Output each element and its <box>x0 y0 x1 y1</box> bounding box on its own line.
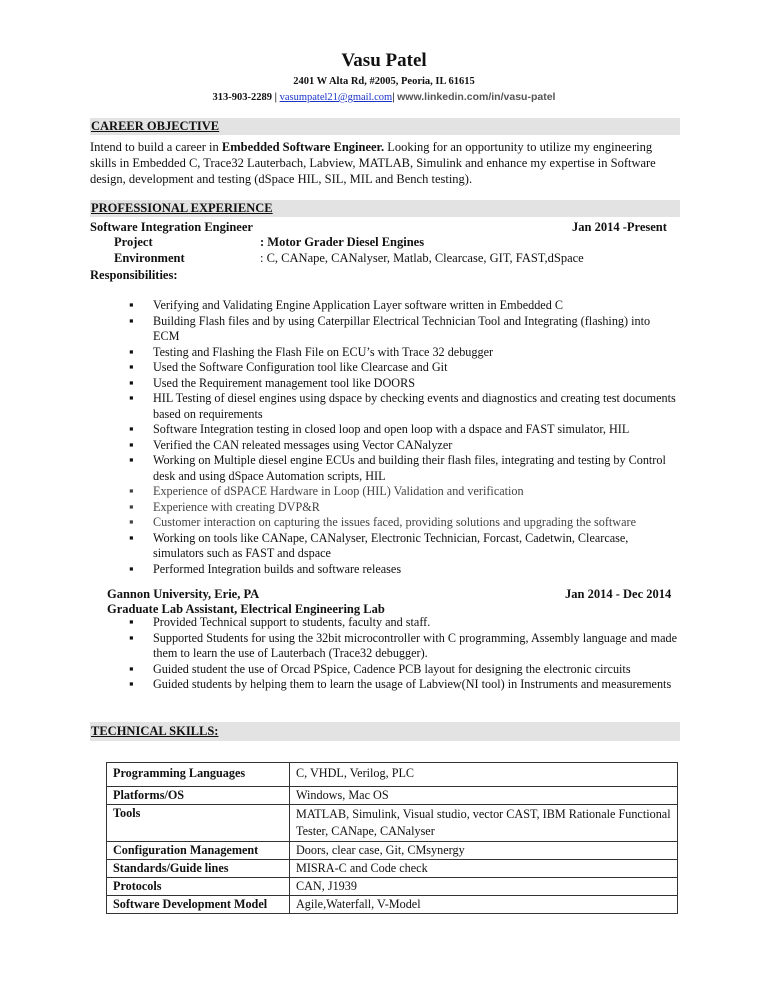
skill-value: MISRA-C and Code check <box>290 860 678 878</box>
skill-key: Software Development Model <box>107 896 290 914</box>
skill-value: MATLAB, Simulink, Visual studio, vector CAST, IBM Rationale Functional Tester, CANape, CANalyser <box>290 805 678 842</box>
table-row <box>107 787 678 805</box>
job-dates: Jan 2014 -Present <box>572 220 667 234</box>
list-item: ▪ Building Flash files and by using Caterpillar Electrical Technician Tool and Integrating (flashing) into ECM <box>107 314 677 345</box>
skill-value: C, VHDL, Verilog, PLC <box>290 763 678 787</box>
skills-table <box>106 762 678 914</box>
list-item: ▪ HIL Testing of diesel engines using dspace by checking events and diagnostics and creating test documents based on requirements <box>107 391 677 422</box>
list-item: ▪ Customer interaction on capturing the issues faced, providing solutions and upgrading the software <box>107 515 677 531</box>
table-row <box>107 842 678 860</box>
objective-text <box>90 139 680 187</box>
list-item: ▪ Verifying and Validating Engine Application Layer software written in Embedded C <box>107 298 677 314</box>
skill-key: Platforms/OS <box>107 787 290 805</box>
skill-key: Programming Languages <box>107 763 290 787</box>
table-row <box>107 763 678 787</box>
linkedin-link[interactable]: www.linkedin.com/in/vasu-patel <box>397 91 556 103</box>
objective-pre: Intend to build a career in <box>90 140 222 154</box>
skill-value: Windows, Mac OS <box>290 787 678 805</box>
responsibilities-list <box>107 298 677 577</box>
phone: 313-903-2289 | <box>212 92 280 103</box>
skill-key: Configuration Management <box>107 842 290 860</box>
list-item: ▪ Experience of dSPACE Hardware in Loop (HIL) Validation and verification <box>107 484 677 500</box>
section-heading: PROFESSIONAL EXPERIENCE <box>91 201 273 215</box>
lab-duties-list <box>107 615 677 693</box>
section-professional-experience <box>90 200 680 217</box>
environment-label: Environment <box>114 251 185 265</box>
project-value: : Motor Grader Diesel Engines <box>260 235 425 249</box>
section-career-objective <box>90 118 680 135</box>
skill-value: Agile,Waterfall, V-Model <box>290 896 678 914</box>
table-row <box>107 805 678 842</box>
org-dates: Jan 2014 - Dec 2014 <box>565 587 672 601</box>
email-link[interactable]: vasumpatel21@gmail.com <box>279 92 393 103</box>
list-item: ▪ Testing and Flashing the Flash File on ECU’s with Trace 32 debugger <box>107 345 677 361</box>
section-heading: CAREER OBJECTIVE <box>91 119 220 133</box>
table-row <box>107 860 678 878</box>
list-item: ▪ Used the Requirement management tool like DOORS <box>107 376 677 392</box>
skill-key: Standards/Guide lines <box>107 860 290 878</box>
address: 2401 W Alta Rd, #2005, Peoria, IL 61615 <box>293 76 475 87</box>
responsibilities-label: Responsibilities: <box>90 268 178 282</box>
contact-line <box>0 91 768 103</box>
list-item: ▪ Guided student the use of Orcad PSpice, Cadence PCB layout for designing the electronic circuits <box>107 662 677 678</box>
list-item: ▪ Used the Software Configuration tool like Clearcase and Git <box>107 360 677 376</box>
list-item: ▪ Working on tools like CANape, CANalyser, Electronic Technician, Forcast, Cadetwin, Clearcase, simulators such as FAST and dspace <box>107 531 677 562</box>
list-item: ▪ Supported Students for using the 32bit microcontroller with C programming, Assembly language and made them to learn the use of Lauterbach (Trace32 debugger). <box>107 631 677 662</box>
environment-value: : C, CANape, CANalyser, Matlab, Clearcase, GIT, FAST,dSpace <box>260 251 584 265</box>
project-label: Project <box>114 235 153 249</box>
list-item: ▪ Verified the CAN releated messages using Vector CANalyzer <box>107 438 677 454</box>
list-item: ▪ Performed Integration builds and software releases <box>107 562 677 578</box>
skill-key: Tools <box>107 805 290 842</box>
objective-strong: Embedded Software Engineer. <box>221 140 385 154</box>
list-item: ▪ Working on Multiple diesel engine ECUs and building their flash files, integrating and testing by Control desk and using dSpace Automation scripts, HIL <box>107 453 677 484</box>
job2-title: Graduate Lab Assistant, Electrical Engineering Lab <box>107 602 385 616</box>
candidate-name: Vasu Patel <box>341 50 427 71</box>
objective-post: Looking for an opportunity to utilize my engineering skills in Embedded C, Trace32 Lauterbach, Labview, MATLAB, Simulink and enhance my expertise in Software design, development and testing (dSpace HIL, SIL, MIL and Bench testing). <box>90 140 656 186</box>
org-name: Gannon University, Erie, PA <box>107 587 260 601</box>
list-item: ▪ Software Integration testing in closed loop and open loop with a dspace and FAST simulator, HIL <box>107 422 677 438</box>
skill-value: Doors, clear case, Git, CMsynergy <box>290 842 678 860</box>
skill-value: CAN, J1939 <box>290 878 678 896</box>
job-title: Software Integration Engineer <box>90 220 253 234</box>
table-row <box>107 896 678 914</box>
list-item: ▪ Guided students by helping them to learn the usage of Labview(NI tool) in Instruments and measurements <box>107 677 677 693</box>
section-technical-skills <box>90 722 680 741</box>
list-item: ▪ Provided Technical support to students, faculty and staff. <box>107 615 677 631</box>
table-row <box>107 878 678 896</box>
skill-key: Protocols <box>107 878 290 896</box>
separator: | <box>392 92 398 103</box>
list-item: ▪ Experience with creating DVP&R <box>107 500 677 516</box>
section-heading: TECHNICAL SKILLS: <box>91 724 219 738</box>
